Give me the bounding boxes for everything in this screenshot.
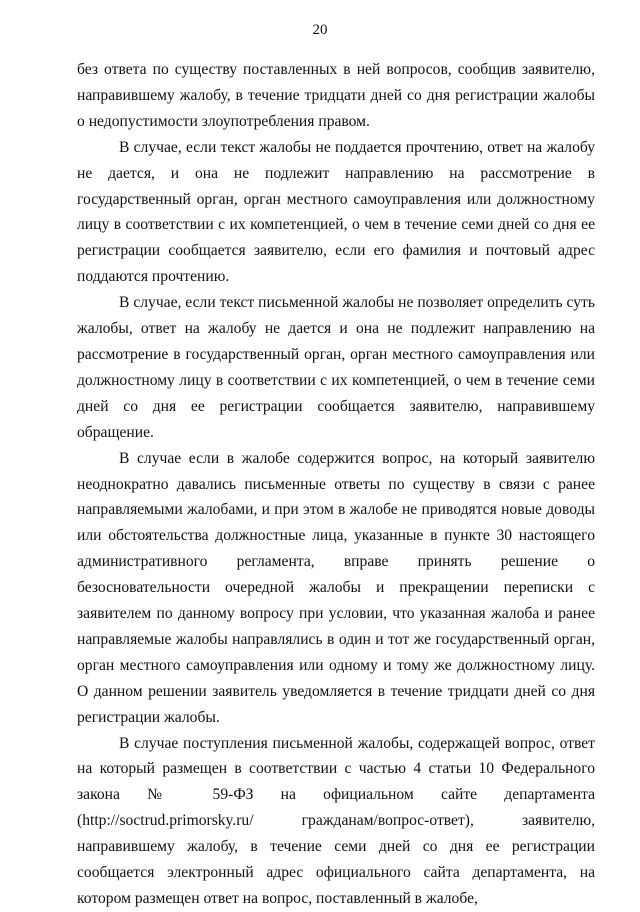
paragraph-published-answer: В случае поступления письменной жалобы, содержащей вопрос, ответ на который размещен в соответствии с частью 4 статьи 10 Федерального закона № 59-ФЗ на официальном сайте департамента (http://soctrud.primorsky.ru/ гражданам/вопрос-ответ), заявителю, направившему жалобу, в течение семи дней со дня ее регистрации сообщается электронный адрес официального сайта департамента, на котором размещен ответ на вопрос, поставленный в жалобе, [77,734,595,907]
paragraph-unreadable-complaint: В случае, если текст жалобы не поддается прочтению, ответ на жалобу не дается, и она не подлежит направлению на рассмотрение в государственный орган, орган местного самоуправления или должностному лицу в соответствии с их компетенцией, о чем в течение семи дней со дня ее регистрации сообщается заявителю, если его фамилия и почтовый адрес поддаются прочтению. [77,138,595,286]
paragraph-undefined-essence: В случае, если текст письменной жалобы не позволяет определить суть жалобы, ответ на жалобу не дается и она не подлежит направлению на рассмотрение в государственный орган, орган местного самоуправления или должностному лицу в соответствии с их компетенцией, о чем в течение семи дней со дня ее регистрации сообщается заявителю, направившему обращение. [77,294,595,441]
document-body [77,57,595,912]
paragraph-repeated-question: В случае если в жалобе содержится вопрос, на который заявителю неоднократно давались письменные ответы по существу в связи с ранее направляемыми жалобами, и при этом в жалобе не приводятся новые доводы или обстоятельства должностные лица, указанные в пункте 30 настоящего административного регламента, вправе принять решение о безосновательности очередной жалобы и прекращении переписки с заявителем по данному вопросу при условии, что указанная жалоба и ранее направляемые жалобы направлялись в один и тот же государственный орган, орган местного самоуправления или одному и тому же должностному лицу. О данном решении заявитель уведомляется в течение тридцати дней со дня регистрации жалобы. [77,449,595,726]
page-number: 20 [312,22,328,38]
paragraph-continuation: без ответа по существу поставленных в ней вопросов, сообщив заявителю, направившему жалобу, в течение тридцати дней со дня регистрации жалобы о недопустимости злоупотребления правом. [77,61,595,130]
